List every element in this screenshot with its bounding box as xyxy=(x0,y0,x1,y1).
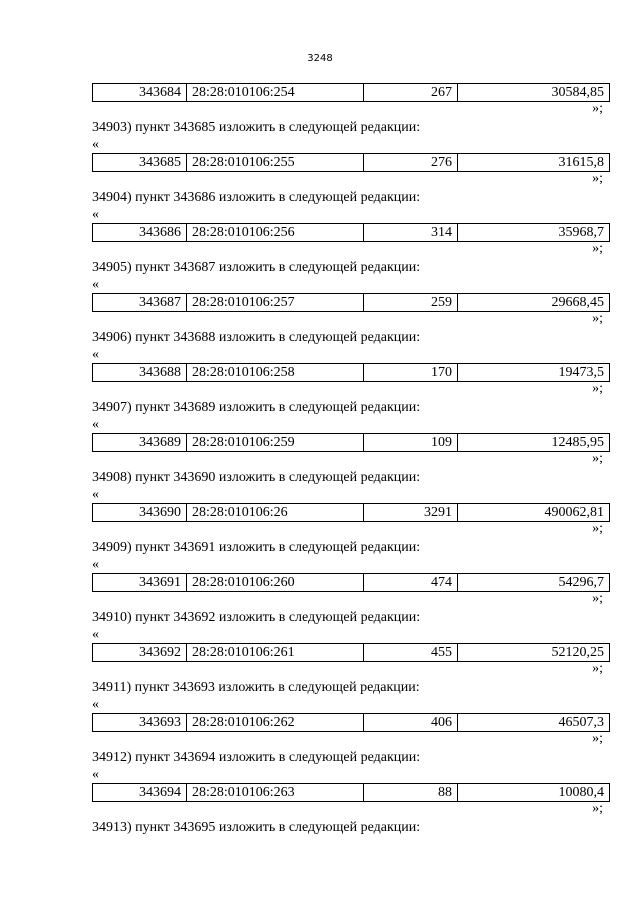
area-cell: 170 xyxy=(364,364,458,382)
area-cell: 109 xyxy=(364,434,458,452)
area-cell: 276 xyxy=(364,154,458,172)
value-cell: 46507,3 xyxy=(458,714,610,732)
value-cell: 54296,7 xyxy=(458,574,610,592)
area-cell: 88 xyxy=(364,784,458,802)
closing-quote-mark: »; xyxy=(592,451,603,466)
data-row-table xyxy=(92,643,610,662)
opening-quote-mark: « xyxy=(92,697,99,712)
table-row xyxy=(93,364,610,382)
closing-quote-mark: »; xyxy=(592,171,603,186)
amendment-instruction: 34908) пункт 343690 изложить в следующей редакции: xyxy=(92,470,421,485)
cadastral-number-cell: 28:28:010106:258 xyxy=(187,364,364,382)
closing-quote-mark: »; xyxy=(592,661,603,676)
amendment-instruction: 34906) пункт 343688 изложить в следующей редакции: xyxy=(92,330,421,345)
data-row-table xyxy=(92,783,610,802)
row-id-cell: 343693 xyxy=(93,714,187,732)
area-cell: 406 xyxy=(364,714,458,732)
row-id-cell: 343694 xyxy=(93,784,187,802)
cadastral-number-cell: 28:28:010106:26 xyxy=(187,504,364,522)
value-cell: 29668,45 xyxy=(458,294,610,312)
area-cell: 455 xyxy=(364,644,458,662)
opening-quote-mark: « xyxy=(92,207,99,222)
closing-quote-mark: »; xyxy=(592,311,603,326)
opening-quote-mark: « xyxy=(92,417,99,432)
cadastral-number-cell: 28:28:010106:260 xyxy=(187,574,364,592)
closing-quote-mark: »; xyxy=(592,591,603,606)
value-cell: 10080,4 xyxy=(458,784,610,802)
data-row-table xyxy=(92,223,610,242)
opening-quote-mark: « xyxy=(92,557,99,572)
cadastral-number-cell: 28:28:010106:255 xyxy=(187,154,364,172)
amendment-instruction: 34910) пункт 343692 изложить в следующей редакции: xyxy=(92,610,421,625)
table-row xyxy=(93,574,610,592)
cadastral-number-cell: 28:28:010106:256 xyxy=(187,224,364,242)
data-row-table xyxy=(92,83,610,102)
area-cell: 474 xyxy=(364,574,458,592)
row-id-cell: 343692 xyxy=(93,644,187,662)
cadastral-number-cell: 28:28:010106:263 xyxy=(187,784,364,802)
table-row xyxy=(93,784,610,802)
closing-quote-mark: »; xyxy=(592,381,603,396)
amendment-instruction: 34904) пункт 343686 изложить в следующей редакции: xyxy=(92,190,421,205)
data-row-table xyxy=(92,573,610,592)
closing-quote-mark: »; xyxy=(592,801,603,816)
row-id-cell: 343684 xyxy=(93,84,187,102)
cadastral-number-cell: 28:28:010106:257 xyxy=(187,294,364,312)
table-row xyxy=(93,294,610,312)
opening-quote-mark: « xyxy=(92,347,99,362)
area-cell: 314 xyxy=(364,224,458,242)
value-cell: 12485,95 xyxy=(458,434,610,452)
row-id-cell: 343685 xyxy=(93,154,187,172)
closing-quote-mark: »; xyxy=(592,521,603,536)
data-row-table xyxy=(92,503,610,522)
row-id-cell: 343689 xyxy=(93,434,187,452)
table-row xyxy=(93,84,610,102)
row-id-cell: 343690 xyxy=(93,504,187,522)
amendment-instruction: 34907) пункт 343689 изложить в следующей редакции: xyxy=(92,400,421,415)
cadastral-number-cell: 28:28:010106:259 xyxy=(187,434,364,452)
amendment-instruction: 34911) пункт 343693 изложить в следующей редакции: xyxy=(92,680,420,695)
amendment-instruction: 34903) пункт 343685 изложить в следующей редакции: xyxy=(92,120,421,135)
value-cell: 30584,85 xyxy=(458,84,610,102)
cadastral-number-cell: 28:28:010106:262 xyxy=(187,714,364,732)
closing-quote-mark: »; xyxy=(592,731,603,746)
row-id-cell: 343686 xyxy=(93,224,187,242)
amendment-instruction: 34905) пункт 343687 изложить в следующей редакции: xyxy=(92,260,421,275)
data-row-table xyxy=(92,713,610,732)
closing-quote-mark: »; xyxy=(592,101,603,116)
area-cell: 259 xyxy=(364,294,458,312)
closing-quote-mark: »; xyxy=(592,241,603,256)
value-cell: 31615,8 xyxy=(458,154,610,172)
amendment-instruction: 34913) пункт 343695 изложить в следующей редакции: xyxy=(92,820,421,835)
opening-quote-mark: « xyxy=(92,767,99,782)
table-row xyxy=(93,434,610,452)
data-row-table xyxy=(92,363,610,382)
table-row xyxy=(93,154,610,172)
table-row xyxy=(93,714,610,732)
cadastral-number-cell: 28:28:010106:261 xyxy=(187,644,364,662)
row-id-cell: 343691 xyxy=(93,574,187,592)
table-row xyxy=(93,504,610,522)
opening-quote-mark: « xyxy=(92,277,99,292)
opening-quote-mark: « xyxy=(92,487,99,502)
row-id-cell: 343687 xyxy=(93,294,187,312)
table-row xyxy=(93,644,610,662)
data-row-table xyxy=(92,433,610,452)
area-cell: 267 xyxy=(364,84,458,102)
area-cell: 3291 xyxy=(364,504,458,522)
table-row xyxy=(93,224,610,242)
data-row-table xyxy=(92,153,610,172)
opening-quote-mark: « xyxy=(92,137,99,152)
value-cell: 35968,7 xyxy=(458,224,610,242)
value-cell: 52120,25 xyxy=(458,644,610,662)
page-number: 3248 xyxy=(307,53,333,64)
amendment-instruction: 34912) пункт 343694 изложить в следующей редакции: xyxy=(92,750,421,765)
row-id-cell: 343688 xyxy=(93,364,187,382)
value-cell: 490062,81 xyxy=(458,504,610,522)
opening-quote-mark: « xyxy=(92,627,99,642)
value-cell: 19473,5 xyxy=(458,364,610,382)
cadastral-number-cell: 28:28:010106:254 xyxy=(187,84,364,102)
amendment-instruction: 34909) пункт 343691 изложить в следующей редакции: xyxy=(92,540,421,555)
data-row-table xyxy=(92,293,610,312)
